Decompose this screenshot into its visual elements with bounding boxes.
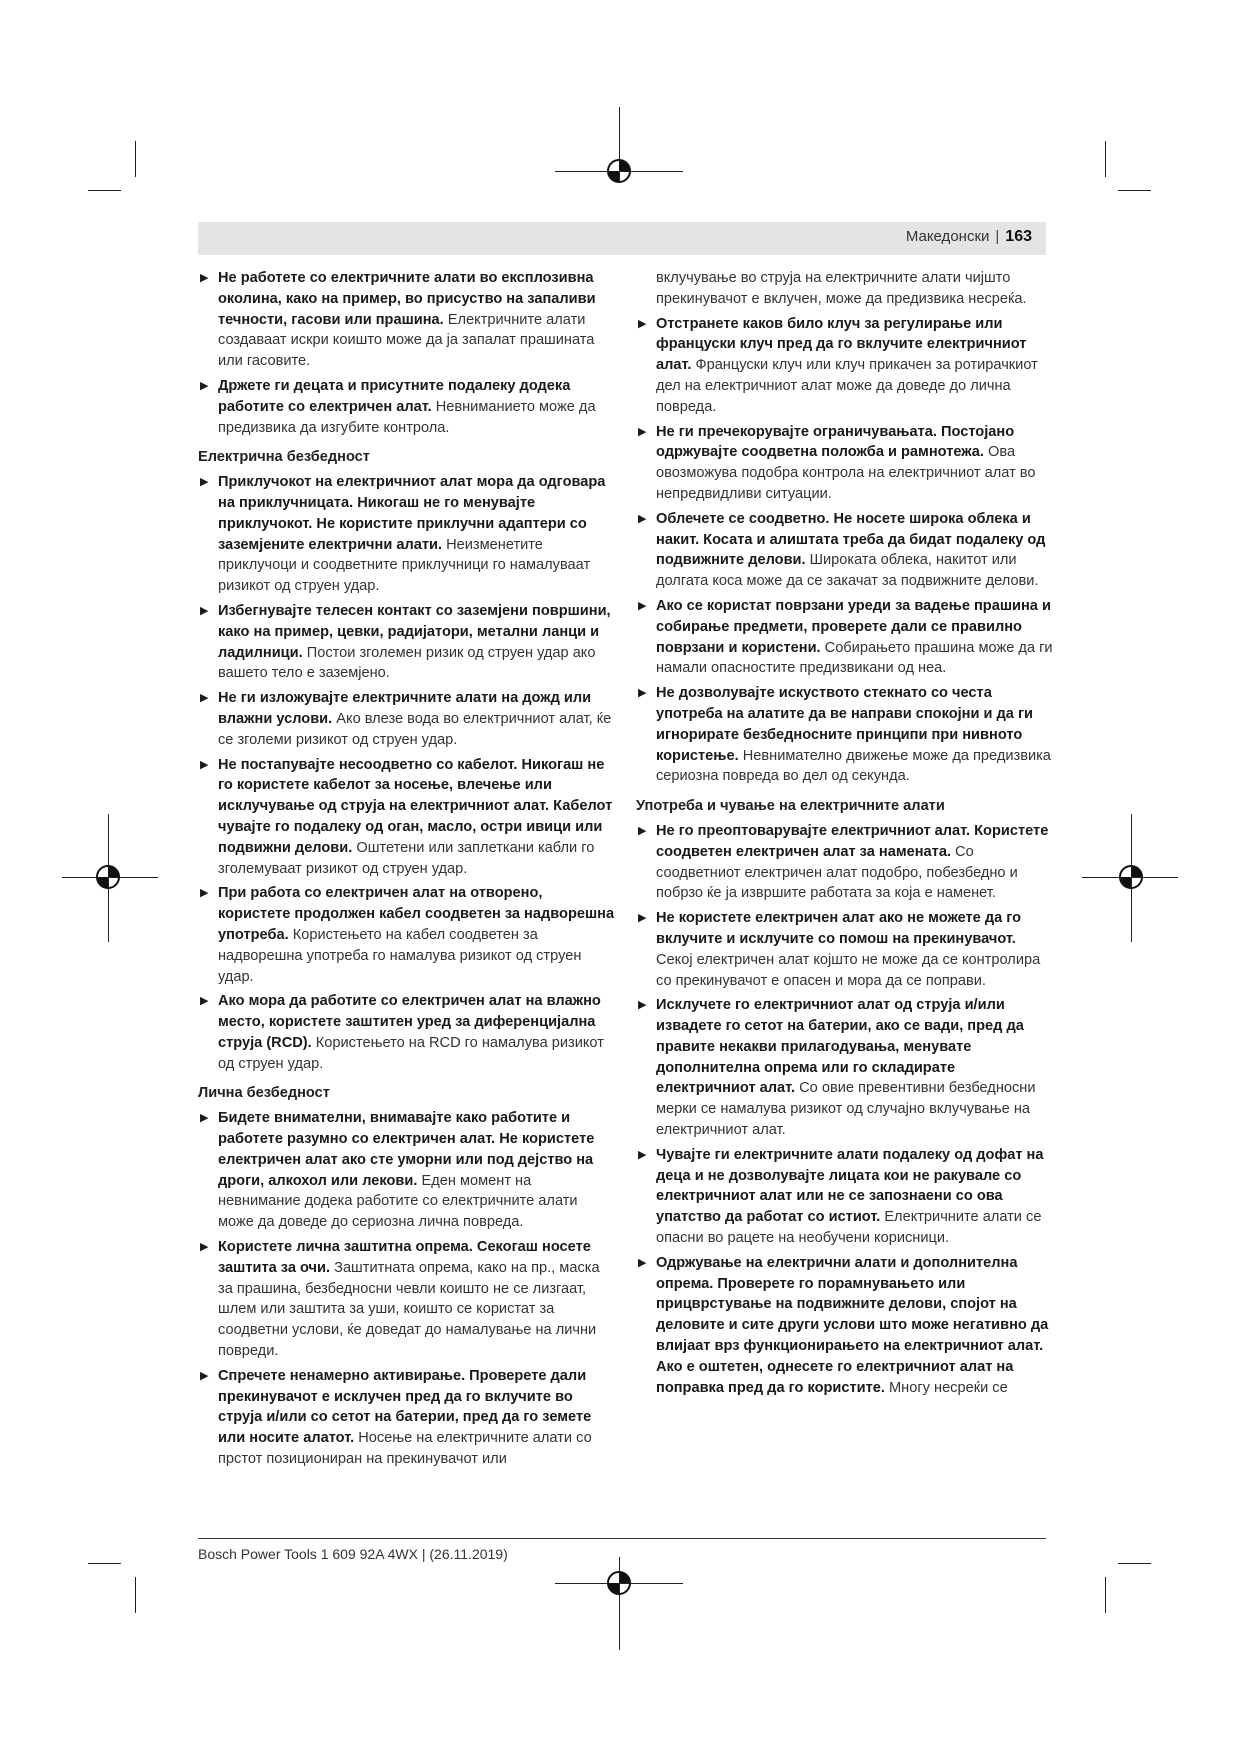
item-text: Еден момент на невнимание додека работите со електричните алати може да доведе до сериозна лична повреда.	[218, 1172, 578, 1231]
item-bold: Одржување на електрични алати и дополнителна опрема. Проверете го порамнувањето или прицврстување на подвижните делови, спојот на деловите и сите други услови што може негативно да влијаат врз функционирањето на електричниот алат. Ако е оштетен, однесете го електричниот алат на поправка пред да го користите.	[656, 1254, 1049, 1396]
registration-target-icon	[93, 862, 123, 892]
continued-text: вклучување во струја на електричните алати чијшто прекинувачот е вклучен, може да предизвика несреќа.	[656, 270, 1027, 307]
item-text: Заштитната опрема, како на пр., маска за прашина, безбедносни чевли коишто не се лизгаат, шлем или заштита за уши, коишто се користат за соодветни услови, ќе доведат до намалување на лични повреди.	[218, 1259, 600, 1360]
crop-mark	[1118, 190, 1151, 191]
bullet-icon: ▶	[200, 476, 209, 489]
item-bold: Облечете се соодветно. Не носете широка облека и накит. Косата и алиштата треба да бидат подалеку од подвижните делови.	[656, 510, 1046, 569]
registration-target-icon	[604, 156, 634, 186]
bullet-icon: ▶	[638, 1256, 647, 1269]
item-text: Секој електричен алат којшто не може да се контролира со прекинувачот е опасен и мора да се поправи.	[656, 951, 1041, 989]
registration-target-icon	[604, 1568, 634, 1598]
bullet-icon: ▶	[638, 317, 647, 330]
list-item	[198, 268, 616, 372]
list-item	[198, 883, 616, 987]
bullet-icon: ▶	[200, 995, 209, 1008]
item-bold: Користете лична заштитна опрема. Секогаш носете заштита за очи.	[218, 1239, 591, 1276]
bullet-icon: ▶	[200, 758, 209, 771]
list-item	[636, 314, 1054, 418]
item-bold: Приклучокот на електричниот алат мора да одговара на приклучницата. Никогаш не го менувајте приклучокот. Не користите приклучни адаптери со заземјените електрични алати.	[218, 474, 606, 553]
item-text: Користењето на кабел соодветен за надворешна употреба го намалува ризикот од струен удар.	[218, 926, 582, 985]
item-text: Невнимателно движење може да предизвика сериозна повреда во дел од секунда.	[656, 747, 1051, 785]
item-bold: Не работете со електричните алати во експлозивна околина, како на пример, во присуство на запаливи течности, гасови или прашина.	[218, 270, 596, 328]
item-bold: Чувајте ги електричните алати подалеку од дофат на деца и не дозволувајте лицата кои не ракувале со електричниот алат или не се запознаени со ова упатство да работат со истиот.	[656, 1146, 1044, 1226]
crop-mark	[88, 1563, 121, 1564]
section-heading: Употреба и чување на електричните алати	[636, 798, 945, 815]
footer-divider	[198, 1538, 1046, 1539]
section-heading: Лична безбедност	[198, 1085, 330, 1102]
item-text: Користењето на RCD го намалува ризикот од струен удар.	[218, 1034, 604, 1072]
bullet-icon: ▶	[638, 912, 647, 925]
item-text: Многу несреќи се	[889, 1379, 1008, 1396]
item-text: Ако влезе вода во електричниот алат, ќе се зголеми ризикот од струен удар.	[218, 710, 612, 748]
list-item	[636, 683, 1054, 787]
item-text: Неизменетите приклучоци и соодветните приклучници го намалуваат ризикот од струен удар.	[218, 536, 591, 595]
item-text: Електричните алати создаваат искри коишто може да ја запалат прашината или гасовите.	[218, 311, 595, 370]
page-footer: Bosch Power Tools 1 609 92A 4WX | (26.11.2019)	[198, 1546, 508, 1562]
item-bold: Не го преоптоварувајте електричниот алат. Користете соодветен електричен алат за намената.	[656, 822, 1049, 860]
item-text: Со овие превентивни безбедносни мерки се намалува ризикот од случајно вклучување на електричниот алат.	[656, 1080, 1036, 1139]
item-text: Оштетени или заплеткани кабли го зголемуваат ризикот од струен удар.	[218, 839, 595, 877]
item-text: Електричните алати се опасни во рацете на необучени корисници.	[656, 1209, 1042, 1247]
list-item	[198, 991, 616, 1074]
registration-target-icon	[1116, 862, 1146, 892]
right-column	[636, 268, 1054, 1402]
list-item	[198, 472, 616, 597]
item-text: Постои зголемен ризик од струен удар ако вашето тело е заземјено.	[218, 644, 596, 682]
item-bold: Не постапувајте несоодветно со кабелот. Никогаш не го користете кабелот за носење, влечење или исклучување од струја на електричниот алат. Кабелот чувајте го подалеку од оган, масло, остри ивици или подвижни делови.	[218, 756, 613, 856]
item-bold: Отстранете каков било клуч за регулирање или француски клуч пред да го вклучите електричниот алат.	[656, 315, 1027, 374]
bullet-icon: ▶	[200, 1112, 209, 1125]
item-text: Широката облека, накитот или долгата коса може да се закачат за подвижните делови.	[656, 552, 1039, 590]
header-separator: |	[995, 228, 1000, 245]
list-item	[198, 601, 616, 684]
bullet-icon: ▶	[200, 272, 209, 284]
bullet-icon: ▶	[638, 824, 647, 837]
list-item	[636, 509, 1054, 592]
item-bold: Не користете електричен алат ако не можете да го вклучите и исклучите со помош на прекинувачот.	[656, 910, 1022, 947]
header-label	[906, 228, 1032, 246]
list-item	[198, 755, 616, 880]
bullet-icon: ▶	[638, 512, 647, 525]
bullet-icon: ▶	[200, 379, 209, 392]
bullet-icon: ▶	[200, 692, 209, 705]
bullet-icon: ▶	[638, 599, 647, 612]
item-text: Невниманието може да предизвика да изгубите контрола.	[218, 398, 596, 436]
list-item	[198, 1237, 616, 1362]
crop-mark	[1105, 1577, 1106, 1613]
bullet-icon: ▶	[200, 604, 209, 617]
item-text: Ова овозможува подобра контрола на електричниот алат во непредвидливи ситуации.	[656, 444, 1036, 502]
page-header	[198, 222, 1046, 255]
item-text: Носење на електричните алати со прстот позициониран на прекинувачот или	[218, 1430, 592, 1468]
item-bold: Не ги пречекорувајте ограничувањата. Постојано одржувајте соодветна положба и рамнотежа.	[656, 423, 1015, 461]
list-item	[198, 376, 616, 438]
header-language: Македонски	[905, 228, 990, 245]
section-heading: Електрична безбедност	[198, 449, 370, 466]
page-number: 163	[1005, 228, 1032, 245]
list-item	[636, 1253, 1054, 1399]
list-item	[636, 422, 1054, 505]
item-bold: Исклучете го електричниот алат од струја и/или извадете го сетот на батерии, ако се вади, пред да правите некакви прилагодувања, менувате дополнителна опрема или го складирате електричниот алат.	[656, 997, 1024, 1097]
list-item	[198, 1366, 616, 1470]
crop-mark	[88, 190, 121, 191]
crop-mark	[1105, 141, 1106, 177]
item-bold: Не ги изложувајте електричните алати на дожд или влажни услови.	[218, 690, 592, 727]
list-item	[636, 908, 1054, 991]
bullet-icon: ▶	[200, 1369, 209, 1382]
list-item	[636, 1145, 1054, 1249]
item-text: Француски клуч или клуч прикачен за ротирачкиот дел на електричниот алат може да доведе до лична повреда.	[656, 357, 1038, 415]
bullet-icon: ▶	[638, 1148, 647, 1161]
crop-mark	[135, 1577, 136, 1613]
bullet-icon: ▶	[200, 1241, 209, 1254]
list-item	[198, 1108, 616, 1233]
crop-mark	[135, 141, 136, 177]
item-bold: Избегнувајте телесен контакт со заземјени површини, како на пример, цевки, радијатори, метални ланци и ладилници.	[218, 602, 611, 661]
item-bold: При работа со електричен алат на отворено, користете продолжен кабел соодветен за надворешна употреба.	[218, 885, 615, 943]
item-bold: Ако се користат поврзани уреди за вадење прашина и собирање предмети, проверете дали се правилно поврзани и користени.	[656, 597, 1051, 656]
item-bold: Не дозволувајте искуството стекнато со честа употреба на алатите да ве направи спокојни и да ги игнорирате безбедносните принципи при нивното користење.	[656, 685, 1034, 764]
list-item	[198, 688, 616, 750]
item-bold: Држете ги децата и присутните подалеку додека работите со електричен алат.	[218, 377, 571, 415]
list-item	[636, 995, 1054, 1141]
item-text: Со соодветниот електричен алат подобро, побезбедно и побрзо ќе ја извршите работата за која е наменет.	[656, 843, 1018, 902]
list-item	[636, 596, 1054, 679]
item-bold: Ако мора да работите со електричен алат на влажно место, користете заштитен уред за диференцијална струја (RCD).	[218, 993, 601, 1051]
list-item	[636, 821, 1054, 904]
bullet-icon: ▶	[200, 887, 209, 900]
bullet-icon: ▶	[638, 999, 647, 1012]
item-bold: Бидете внимателни, внимавајте како работите и работете разумно со електричен алат. Не користете електричен алат ако сте уморни или под дејство на дроги, алкохол или лекови.	[218, 1110, 595, 1189]
item-text: Собирањето прашина може да ги намали опасностите предизвикани од неа.	[656, 639, 1053, 677]
bullet-icon: ▶	[638, 425, 647, 438]
left-column	[198, 268, 616, 1474]
item-bold: Спречете ненамерно активирање. Проверете дали прекинувачот е исклучен пред да го вклучите во струја и/или со сетот на батерии, пред да го земете или носите алатот.	[218, 1367, 592, 1447]
bullet-icon: ▶	[638, 687, 647, 700]
crop-mark	[1118, 1563, 1151, 1564]
